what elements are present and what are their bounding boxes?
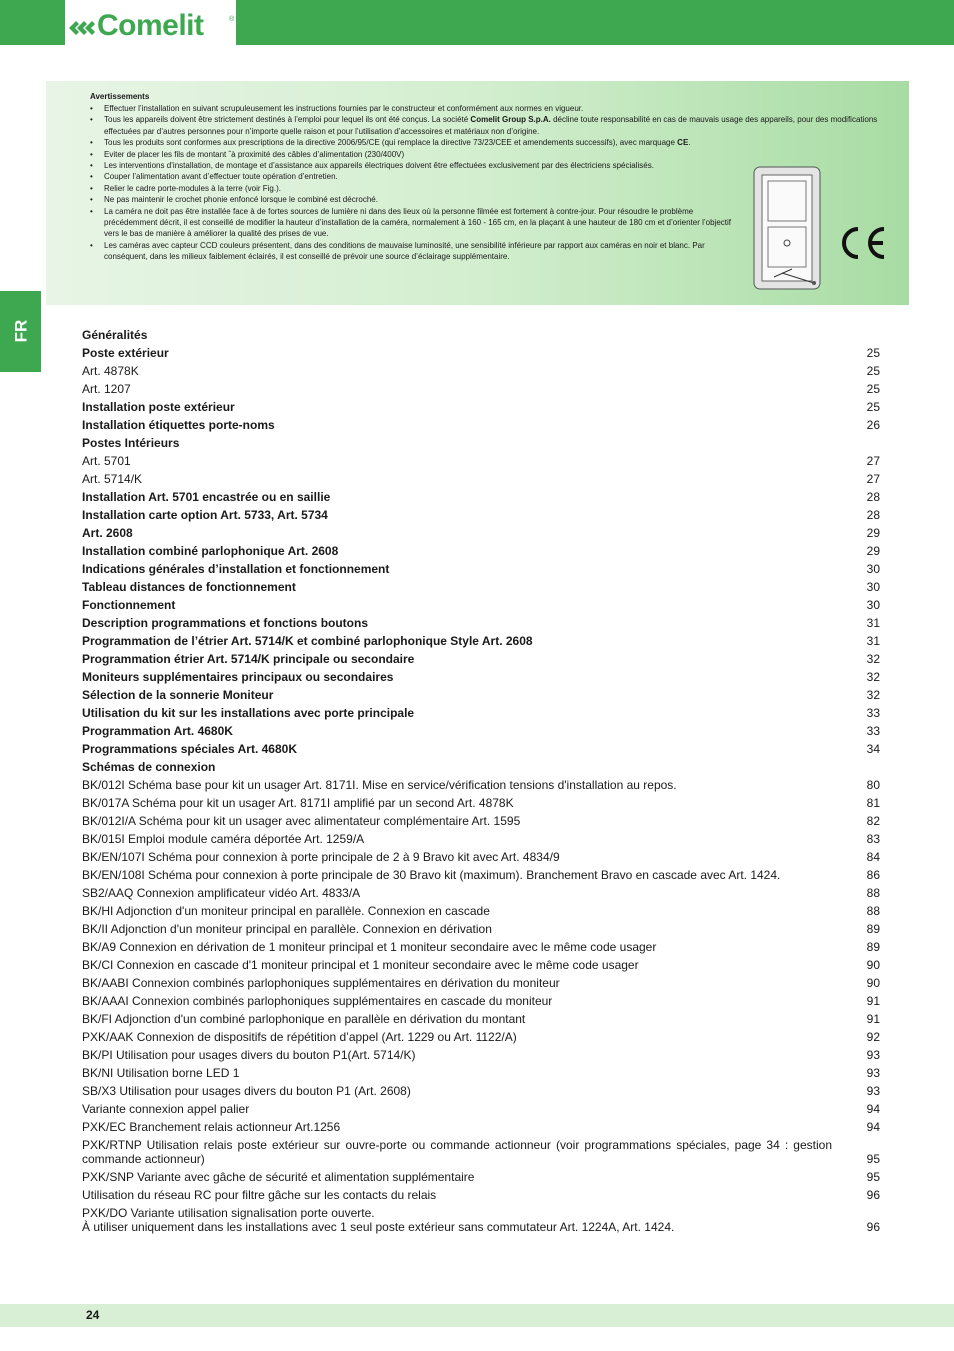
toc-entry-title: Programmation de l’étrier Art. 5714/K et combiné parlophonique Style Art. 2608 <box>82 634 533 648</box>
toc-entry-page: 81 <box>866 796 880 810</box>
toc-entry <box>82 866 880 884</box>
toc-entry <box>82 416 880 434</box>
toc-entry-title: Art. 5701 <box>82 454 131 468</box>
toc-entry-page: 32 <box>866 670 880 684</box>
toc-entry <box>82 1136 880 1168</box>
toc-entry-page: 95 <box>866 1170 880 1184</box>
toc-entry-title: BK/AAAI Connexion combinés parlophoniques supplémentaires en cascade du moniteur <box>82 994 553 1008</box>
warning-item-text-b: décline toute responsabilité en cas de mauvais usage des appareils, pour des modifications effectuées par d’autres personnes pour n’importe quelle raison et pour l’utilisation d’accessoires et matériaux non d’origine. <box>104 115 878 136</box>
toc-entry-page: 30 <box>866 598 880 612</box>
toc-entry <box>82 614 880 632</box>
toc-entry-page: 91 <box>866 1012 880 1026</box>
toc-entry-page: 30 <box>866 580 880 594</box>
toc-entry-page: 90 <box>866 976 880 990</box>
header-bar <box>0 0 954 45</box>
warning-item: • Eviter de placer les fils de montant ˆà proximité des câbles d’alimentation (230/400V) <box>90 149 890 160</box>
toc-entry-page: 80 <box>866 778 880 792</box>
toc-entry-page: 89 <box>866 940 880 954</box>
toc-entry-page: 86 <box>866 868 880 882</box>
toc-entry <box>82 1118 880 1136</box>
toc-entry-page: 34 <box>866 742 880 756</box>
toc-entry-page: 93 <box>866 1084 880 1098</box>
toc-entry <box>82 1204 880 1236</box>
toc-entry-page: 25 <box>866 364 880 378</box>
toc-entry-title: Programmation Art. 4680K <box>82 724 233 738</box>
toc-entry-title: Art. 1207 <box>82 382 131 396</box>
toc-entry-title: SB/X3 Utilisation pour usages divers du bouton P1 (Art. 2608) <box>82 1084 411 1098</box>
toc-entry-title: Installation combiné parlophonique Art. 2608 <box>82 544 339 558</box>
ce-mark-icon <box>836 224 888 262</box>
toc-entry <box>82 470 880 488</box>
toc-entry-title: Schémas de connexion <box>82 760 216 774</box>
toc-entry-title: Variante connexion appel palier <box>82 1102 250 1116</box>
warning-item <box>90 137 890 148</box>
table-of-contents <box>82 326 880 1236</box>
toc-entry-page: 96 <box>866 1188 880 1202</box>
toc-entry <box>82 362 880 380</box>
toc-entry <box>82 884 880 902</box>
toc-entry-page: 29 <box>866 544 880 558</box>
toc-entry <box>82 722 880 740</box>
toc-entry-title: Installation poste extérieur <box>82 400 235 414</box>
toc-entry <box>82 596 880 614</box>
toc-entry <box>82 1186 880 1204</box>
toc-entry <box>82 1168 880 1186</box>
toc-entry-title: Art. 2608 <box>82 526 133 540</box>
toc-entry <box>82 776 880 794</box>
warning-item-text-a: Tous les appareils doivent être strictement destinés à l’emploi pour lequel ils ont été conçus. La société <box>104 115 471 125</box>
logo-text: Comelit <box>97 9 204 42</box>
toc-entry-title: BK/FI Adjonction d'un combiné parlophonique en parallèle en dérivation du montant <box>82 1012 526 1026</box>
toc-entry-page: 33 <box>866 724 880 738</box>
toc-entry-title: BK/015I Emploi module caméra déportée Art. 1259/A <box>82 832 365 846</box>
toc-entry <box>82 488 880 506</box>
toc-entry <box>82 650 880 668</box>
toc-entry <box>82 380 880 398</box>
toc-entry-page: 32 <box>866 652 880 666</box>
language-tab-fr <box>0 291 41 372</box>
toc-entry-title: Postes Intérieurs <box>82 436 180 450</box>
toc-entry <box>82 578 880 596</box>
toc-entry <box>82 704 880 722</box>
toc-entry-title: Fonctionnement <box>82 598 176 612</box>
toc-entry <box>82 1028 880 1046</box>
toc-entry-title: Art. 4878K <box>82 364 139 378</box>
toc-entry-page: 90 <box>866 958 880 972</box>
toc-entry-page: 88 <box>866 886 880 900</box>
toc-entry-title: Description programmations et fonctions boutons <box>82 616 369 630</box>
toc-entry <box>82 560 880 578</box>
toc-entry-title: PXK/EC Branchement relais actionneur Art.1256 <box>82 1120 341 1134</box>
toc-entry-page: 28 <box>866 490 880 504</box>
warning-item: • Relier le cadre porte-modules à la terre (voir Fig.). <box>90 183 890 194</box>
toc-entry <box>82 1010 880 1028</box>
toc-entry-page: 84 <box>866 850 880 864</box>
toc-entry-title: Programmation étrier Art. 5714/K principale ou secondaire <box>82 652 415 666</box>
toc-entry <box>82 524 880 542</box>
toc-entry-page: 29 <box>866 526 880 540</box>
toc-entry-page: 93 <box>866 1048 880 1062</box>
toc-entry-page: 33 <box>866 706 880 720</box>
toc-entry-title: Installation Art. 5701 encastrée ou en saillie <box>82 490 331 504</box>
toc-entry-page: 27 <box>866 454 880 468</box>
toc-entry-title: Installation carte option Art. 5733, Art. 5734 <box>82 508 328 522</box>
toc-entry <box>82 902 880 920</box>
toc-entry-page: 25 <box>866 400 880 414</box>
toc-entry-page: 95 <box>866 1152 880 1166</box>
toc-entry-page: 91 <box>866 994 880 1008</box>
toc-entry <box>82 794 880 812</box>
toc-entry-title: PXK/AAK Connexion de dispositifs de répétition d’appel (Art. 1229 ou Art. 1122/A) <box>82 1030 517 1044</box>
toc-entry-title: BK/HI Adjonction d'un moniteur principal en parallèle. Connexion en cascade <box>82 904 490 918</box>
toc-entry-page: 30 <box>866 562 880 576</box>
warning-item: • Couper l’alimentation avant d’effectuer toute opération d’entretien. <box>90 171 890 182</box>
toc-entry-page: 82 <box>866 814 880 828</box>
toc-entry-title: BK/017A Schéma pour kit un usager Art. 8171I amplifié par un second Art. 4878K <box>82 796 514 810</box>
toc-entry <box>82 956 880 974</box>
toc-entry-title: Indications générales d’installation et fonctionnement <box>82 562 390 576</box>
toc-entry-title: Tableau distances de fonctionnement <box>82 580 296 594</box>
toc-entry-page: 93 <box>866 1066 880 1080</box>
toc-entry-page: 96 <box>866 1220 880 1234</box>
language-tab-label: FR <box>11 319 31 343</box>
toc-entry <box>82 1046 880 1064</box>
period: . <box>688 138 691 148</box>
warning-item: • Effectuer l’installation en suivant scrupuleusement les instructions fournies par le constructeur et conformément aux normes en vigueur. <box>90 103 890 114</box>
warnings-panel <box>46 81 909 305</box>
toc-entry <box>82 938 880 956</box>
toc-entry-page: 94 <box>866 1120 880 1134</box>
toc-entry-page: 31 <box>866 616 880 630</box>
toc-entry-title: SB2/AAQ Connexion amplificateur vidéo Art. 4833/A <box>82 886 361 900</box>
toc-entry-title: BK/NI Utilisation borne LED 1 <box>82 1066 240 1080</box>
toc-entry-page: 31 <box>866 634 880 648</box>
toc-entry-page: 94 <box>866 1102 880 1116</box>
company-name: Comelit Group S.p.A. <box>470 115 551 125</box>
footer-bar <box>0 1304 954 1327</box>
toc-entry <box>82 344 880 362</box>
toc-entry <box>82 812 880 830</box>
toc-entry <box>82 542 880 560</box>
toc-entry <box>82 974 880 992</box>
toc-entry-title: BK/EN/108I Schéma pour connexion à porte principale de 30 Bravo kit (maximum). Branchement Bravo en cascade avec Art. 1424. <box>82 868 781 882</box>
toc-entry-title: BK/012I Schéma base pour kit un usager Art. 8171I. Mise en service/vérification tensions d'installation au repos. <box>82 778 677 792</box>
toc-entry <box>82 398 880 416</box>
toc-entry <box>82 848 880 866</box>
comelit-logo <box>65 0 236 45</box>
toc-entry <box>82 758 880 776</box>
warning-item: • La caméra ne doit pas être installée face à de fortes sources de lumière ni dans des lieux où la personne filmée est fortement à contre-jour. Pour résoudre le problème précédemment décrit, il est conseillé de modifier la hauteur d’installation de la caméra, normalement à 160 - 165 cm, en la plaçant à une hauteur de 180 cm et d’orienter l’objectif vers le bas de manière à améliorer la qualité des prises de vue. <box>90 206 744 240</box>
toc-entry-title: Poste extérieur <box>82 346 169 360</box>
toc-entry <box>82 632 880 650</box>
logo-registered-mark: ® <box>229 16 235 23</box>
toc-entry-page: 32 <box>866 688 880 702</box>
toc-entry <box>82 686 880 704</box>
toc-entry-title: Sélection de la sonnerie Moniteur <box>82 688 274 702</box>
toc-entry-title: Utilisation du kit sur les installations avec porte principale <box>82 706 415 720</box>
toc-entry-page: 25 <box>866 346 880 360</box>
toc-entry-title: Installation étiquettes porte-noms <box>82 418 275 432</box>
warning-item: • Ne pas maintenir le crochet phonie enfoncé lorsque le combiné est décroché. <box>90 194 890 205</box>
toc-entry-title: Généralités <box>82 328 148 342</box>
toc-entry-page: 88 <box>866 904 880 918</box>
toc-entry <box>82 740 880 758</box>
toc-entry-page: 92 <box>866 1030 880 1044</box>
toc-entry-title: Programmations spéciales Art. 4680K <box>82 742 297 756</box>
toc-entry-page: 83 <box>866 832 880 846</box>
toc-entry-title: BK/AABI Connexion combinés parlophoniques supplémentaires en dérivation du moniteur <box>82 976 560 990</box>
toc-entry-title: BK/II Adjonction d'un moniteur principal en parallèle. Connexion en dérivation <box>82 922 492 936</box>
toc-entry <box>82 992 880 1010</box>
toc-entry-title: BK/PI Utilisation pour usages divers du bouton P1(Art. 5714/K) <box>82 1048 416 1062</box>
toc-entry-title: Utilisation du réseau RC pour filtre gâche sur les contacts du relais <box>82 1188 437 1202</box>
toc-entry <box>82 452 880 470</box>
warning-item-text-c: Tous les produits sont conformes aux prescriptions de la directive 2006/95/CE (qui remplace la directive 73/23/CEE et amendements successifs), avec marquage <box>104 138 678 148</box>
warning-item <box>90 114 890 137</box>
toc-entry <box>82 1064 880 1082</box>
toc-entry <box>82 1100 880 1118</box>
ce-mark-text: CE <box>677 138 689 148</box>
toc-entry-title: Art. 5714/K <box>82 472 143 486</box>
toc-entry-title: BK/A9 Connexion en dérivation de 1 moniteur principal et 1 moniteur secondaire avec le même code usager <box>82 940 657 954</box>
toc-entry <box>82 1082 880 1100</box>
toc-entry-page: 27 <box>866 472 880 486</box>
comelit-mark-icon <box>69 17 99 39</box>
warning-item: • Les interventions d’installation, de montage et d’assistance aux appareils électriques doivent être effectuées exclusivement par des électriciens spécialisés. <box>90 160 744 171</box>
toc-entry-title: BK/EN/107I Schéma pour connexion à porte principale de 2 à 9 Bravo kit avec Art. 4834/9 <box>82 850 560 864</box>
toc-entry-title: BK/CI Connexion en cascade d'1 moniteur principal et 1 moniteur secondaire avec le même code usager <box>82 958 639 972</box>
toc-entry-page: 28 <box>866 508 880 522</box>
toc-entry <box>82 326 880 344</box>
toc-entry <box>82 920 880 938</box>
module-frame-illustration <box>752 165 824 293</box>
page-number: 24 <box>86 1308 100 1322</box>
toc-entry-title: Moniteurs supplémentaires principaux ou secondaires <box>82 670 394 684</box>
toc-entry-title: PXK/RTNP Utilisation relais poste extérieur sur ouvre-porte ou commande actionneur (voir programmations spéciales, page 34 : gestion commande actionneur) <box>82 1138 832 1166</box>
toc-entry <box>82 830 880 848</box>
toc-entry-title: PXK/SNP Variante avec gâche de sécurité et alimentation supplémentaire <box>82 1170 475 1184</box>
toc-entry-title: BK/012I/A Schéma pour kit un usager avec alimentateur complémentaire Art. 1595 <box>82 814 521 828</box>
warnings-title: Avertissements <box>90 92 150 101</box>
toc-entry <box>82 506 880 524</box>
toc-entry-page: 26 <box>866 418 880 432</box>
toc-entry-page: 25 <box>866 382 880 396</box>
toc-entry <box>82 668 880 686</box>
warning-item: • Les caméras avec capteur CCD couleurs présentent, dans des conditions de mauvaise luminosité, une sensibilité inférieure par rapport aux caméras en noir et blanc. Par conséquent, dans les milieux faiblement éclairés, il est conseillé de prévoir une source d’éclairage supplémentaire. <box>90 240 744 263</box>
toc-entry <box>82 434 880 452</box>
toc-entry-title: PXK/DO Variante utilisation signalisation porte ouverte. À utiliser uniquement dans les installations avec 1 seul poste extérieur sans commutateur Art. 1224A, Art. 1424. <box>82 1206 675 1234</box>
toc-entry-page: 89 <box>866 922 880 936</box>
